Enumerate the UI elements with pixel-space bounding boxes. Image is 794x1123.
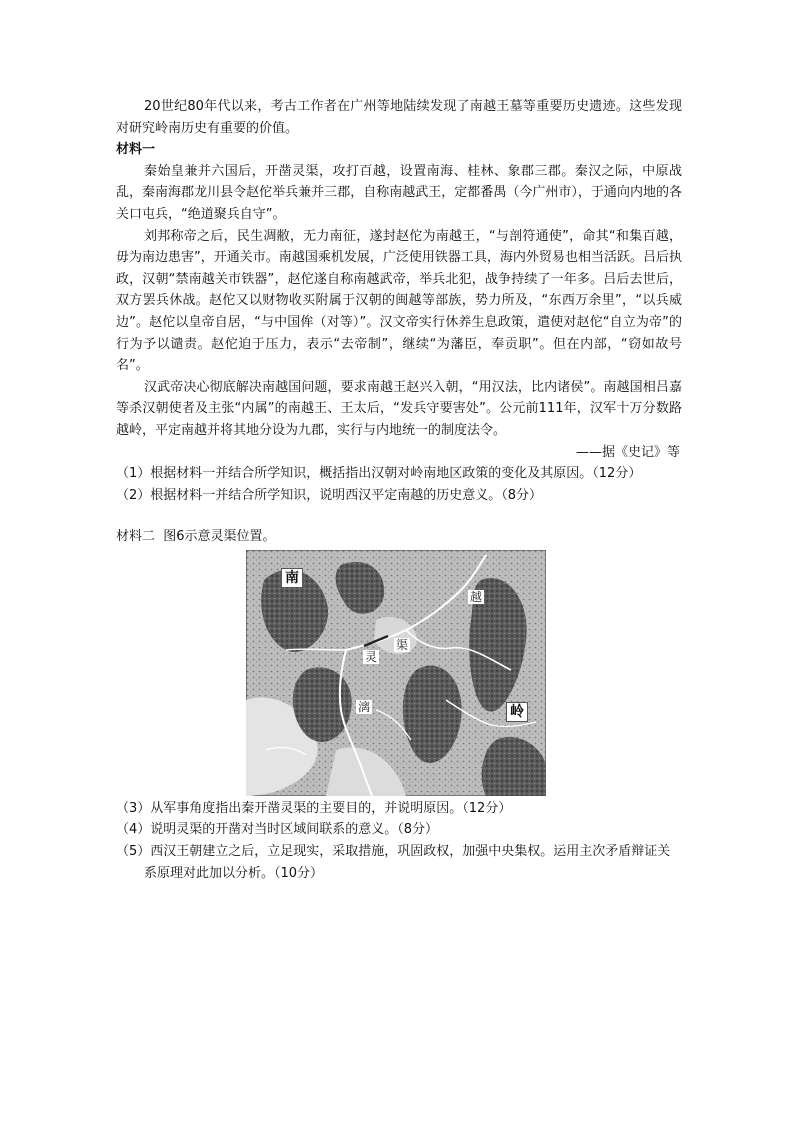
document-page: [116, 96, 682, 884]
material2-caption: 图6示意灵渠位置。: [163, 529, 276, 545]
material1-paragraph-3: 汉武帝决心彻底解决南越国问题，要求南越王赵兴入朝，“用汉法，比内诸侯”。南越国相吕嘉等杀汉朝使者及主张“内属”的南越王、王太后，“发兵守要害处”。公元前111年，汉军十万分数路越岭，平定南越并将其地分设为九郡，实行与内地统一的制度法令。: [116, 379, 682, 438]
map-label-qu: 渠: [396, 637, 409, 652]
material2-heading: 材料二: [116, 529, 156, 545]
map-label-li: 漓: [358, 699, 371, 714]
material1-heading: 材料一: [116, 142, 156, 158]
question-5: （5）西汉王朝建立之后，立足现实，采取措施，巩固政权，加强中央集权。运用主次矛盾辩证关系原理对此加以分析。（10分）: [116, 844, 671, 881]
map-label-yue: 越: [470, 589, 483, 604]
question-1: （1）根据材料一并结合所学知识，概括指出汉朝对岭南地区政策的变化及其原因。（12分）: [116, 466, 642, 482]
question-2: （2）根据材料一并结合所学知识，说明西汉平定南越的历史意义。（8分）: [116, 487, 543, 503]
material1-paragraph-1: 秦始皇兼并六国后，开凿灵渠，攻打百越，设置南海、桂林、象郡三郡。秦汉之际，中原战乱，秦南海郡龙川县令赵佗举兵兼并三郡，自称南越武王，定都番禺（今广州市），于通向内地的各关口屯兵，“绝道聚兵自守”。: [116, 163, 682, 222]
question-4: （4）说明灵渠的开凿对当时区域间联系的意义。（8分）: [116, 822, 439, 838]
map-label-nan: 南: [281, 568, 303, 588]
question-3: （3）从军事角度指出秦开凿灵渠的主要目的，并说明原因。（12分）: [116, 800, 512, 816]
material1-paragraph-2: 刘邦称帝之后，民生凋敝，无力南征，遂封赵佗为南越王，“与剖符通使”，命其“和集百越，毋为南边患害”，开通关市。南越国乘机发展，广泛使用铁器工具，海内外贸易也相当活跃。吕后执政，汉朝“禁南越关市铁器”，赵佗遂自称南越武帝，举兵北犯，战争持续了一年多。吕后去世后，双方罢兵休战。赵佗又以财物收买附属于汉朝的闽越等部族，势力所及，“东西万余里”，“以兵威边”。赵佗以皇帝自居，“与中国侔（对等）”。汉文帝实行休养生息政策，遣使对赵佗“自立为帝”的行为予以谴责。赵佗迫于压力，表示“去帝制”，继续“为藩臣，奉贡职”。但在内部，“窃如故号名”。: [116, 228, 682, 374]
map-label-ling-mountain: 岭: [506, 702, 528, 722]
material2-line: [116, 526, 682, 548]
map-label-ling: 灵: [365, 649, 378, 664]
material1-source: ——据《史记》等: [575, 444, 680, 460]
lingqu-map: [246, 550, 546, 796]
intro-paragraph: 20世纪80年代以来，考古工作者在广州等地陆续发现了南越王墓等重要历史遗迹。这些发现对研究岭南历史有重要的价值。: [116, 99, 682, 136]
